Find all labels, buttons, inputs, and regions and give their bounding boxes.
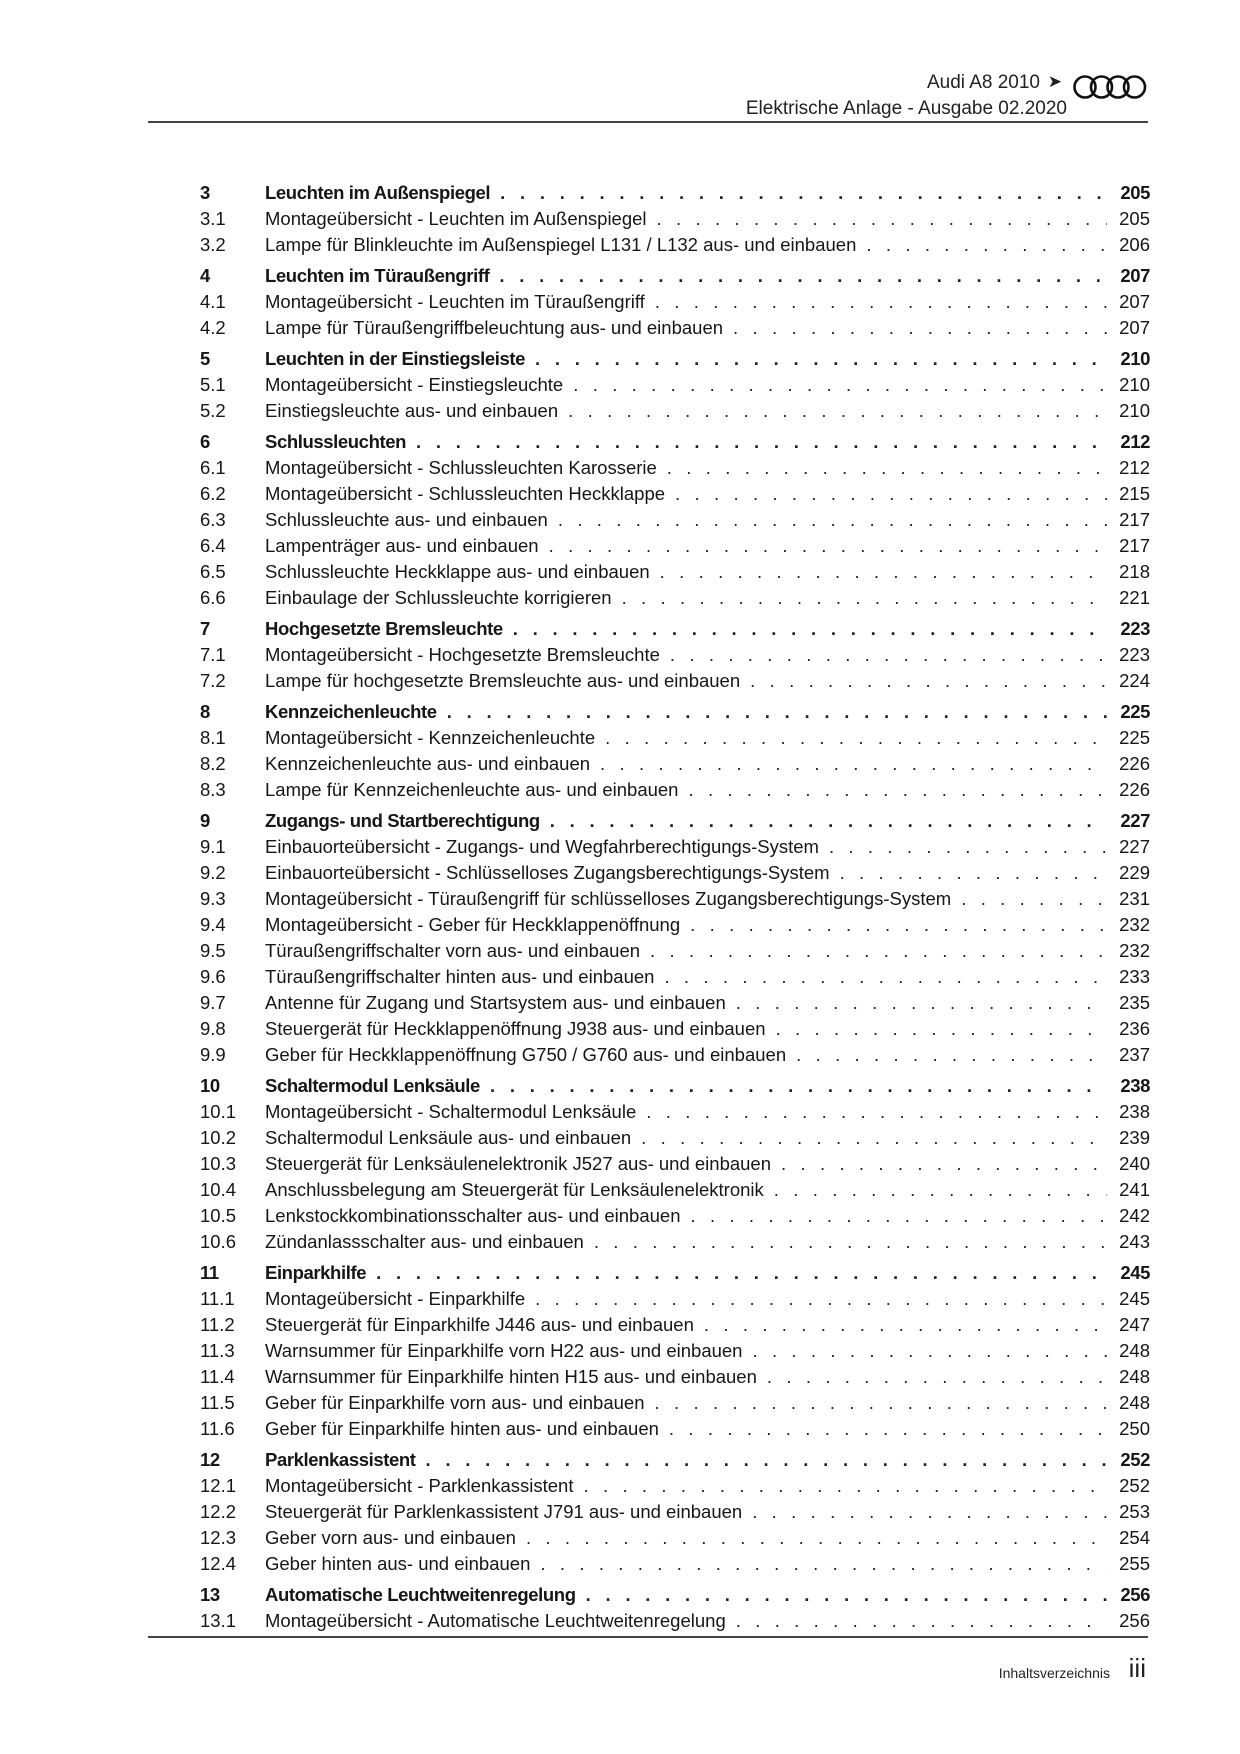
- toc-title: Einstiegsleuchte aus- und einbauen: [265, 400, 559, 421]
- toc-entry-row[interactable]: [200, 1418, 1150, 1444]
- toc-entry-row[interactable]: [200, 535, 1150, 561]
- toc-page-number: 221: [1119, 587, 1150, 608]
- toc-leader-dots: [650, 940, 1107, 962]
- toc-entry-row[interactable]: [200, 208, 1150, 234]
- toc-number: 6.6: [200, 587, 226, 608]
- toc-leader-dots: [774, 1179, 1107, 1201]
- toc-number: 4.1: [200, 291, 226, 312]
- toc-page-number: 223: [1120, 618, 1150, 639]
- toc-entry-row[interactable]: [200, 400, 1150, 426]
- toc-entry-row[interactable]: [200, 753, 1150, 779]
- table-of-contents: [200, 182, 1150, 1636]
- toc-number: 6: [200, 431, 210, 452]
- toc-leader-dots: [655, 1392, 1108, 1414]
- toc-section: [200, 431, 1150, 613]
- footer-label: Inhaltsverzeichnis: [998, 1665, 1110, 1681]
- toc-title: Montageübersicht - Hochgesetzte Bremsleuchte: [265, 644, 660, 665]
- toc-leader-dots: [840, 862, 1107, 884]
- toc-title: Türaußengriffschalter hinten aus- und einbauen: [265, 966, 655, 987]
- toc-page-number: 248: [1119, 1366, 1150, 1387]
- toc-section: [200, 1449, 1150, 1579]
- toc-page-number: 210: [1119, 374, 1150, 395]
- toc-title: Antenne für Zugang und Startsystem aus- und einbauen: [265, 992, 726, 1013]
- toc-page-number: 205: [1119, 208, 1150, 229]
- toc-page-number: 245: [1119, 1288, 1150, 1309]
- toc-title: Geber für Einparkhilfe hinten aus- und einbauen: [265, 1418, 659, 1439]
- toc-title: Warnsummer für Einparkhilfe vorn H22 aus- und einbauen: [265, 1340, 743, 1361]
- toc-number: 10: [200, 1075, 220, 1096]
- toc-leader-dots: [586, 1584, 1107, 1606]
- toc-leader-dots: [540, 1553, 1107, 1575]
- header-rule: [148, 121, 1148, 123]
- toc-number: 7: [200, 618, 210, 639]
- toc-number: 6.5: [200, 561, 226, 582]
- toc-number: 9.7: [200, 992, 226, 1013]
- toc-leader-dots: [667, 457, 1107, 479]
- toc-number: 11.5: [200, 1392, 235, 1413]
- toc-title: Lampe für Türaußengriffbeleuchtung aus- und einbauen: [265, 317, 724, 338]
- toc-page-number: 239: [1119, 1127, 1150, 1148]
- toc-title: Montageübersicht - Türaußengriff für schlüsselloses Zugangsberechtigungs-System: [265, 888, 952, 909]
- toc-leader-dots: [535, 1288, 1107, 1310]
- toc-section: [200, 701, 1150, 805]
- toc-page-number: 226: [1119, 753, 1150, 774]
- toc-leader-dots: [646, 1101, 1107, 1123]
- toc-entry-row[interactable]: [200, 1501, 1150, 1527]
- toc-entry-row[interactable]: [200, 966, 1150, 992]
- toc-title: Anschlussbelegung am Steuergerät für Lenksäulenelektronik: [265, 1179, 764, 1200]
- toc-title: Automatische Leuchtweitenregelung: [265, 1584, 576, 1605]
- toc-entry-row[interactable]: [200, 483, 1150, 509]
- toc-title: Steuergerät für Lenksäulenelektronik J527 aus- und einbauen: [265, 1153, 772, 1174]
- toc-number: 12: [200, 1449, 220, 1470]
- toc-page-number: 250: [1119, 1418, 1150, 1439]
- toc-page-number: 238: [1119, 1101, 1150, 1122]
- toc-page-number: 207: [1119, 317, 1150, 338]
- toc-number: 6.2: [200, 483, 226, 504]
- toc-leader-dots: [655, 291, 1107, 313]
- toc-leader-dots: [866, 234, 1107, 256]
- toc-title: Montageübersicht - Kennzeichenleuchte: [265, 727, 596, 748]
- toc-page-number: 223: [1119, 644, 1150, 665]
- toc-number: 8.2: [200, 753, 226, 774]
- toc-entry-row[interactable]: [200, 1153, 1150, 1179]
- header-model: Audi A8 2010: [926, 72, 1040, 93]
- toc-leader-dots: [526, 1527, 1107, 1549]
- toc-leader-dots: [675, 483, 1107, 505]
- toc-title: Parklenkassistent: [265, 1449, 416, 1470]
- toc-page-number: 210: [1119, 400, 1150, 421]
- toc-leader-dots: [750, 670, 1107, 692]
- toc-number: 9.6: [200, 966, 226, 987]
- toc-leader-dots: [550, 810, 1107, 832]
- toc-number: 10.6: [200, 1231, 237, 1252]
- toc-page-number: 207: [1120, 265, 1150, 286]
- toc-leader-dots: [535, 348, 1107, 370]
- toc-page-number: 229: [1119, 862, 1150, 883]
- toc-page-number: 212: [1119, 457, 1150, 478]
- toc-title: Leuchten im Türaußengriff: [265, 265, 490, 286]
- toc-leader-dots: [499, 265, 1107, 287]
- toc-leader-dots: [796, 1044, 1107, 1066]
- toc-number: 3.1: [200, 208, 226, 229]
- toc-section: [200, 182, 1150, 260]
- toc-section: [200, 348, 1150, 426]
- toc-leader-dots: [376, 1262, 1107, 1284]
- toc-number: 9.9: [200, 1044, 226, 1065]
- toc-title: Leuchten im Außenspiegel: [265, 182, 491, 203]
- toc-chapter-row[interactable]: [200, 701, 1150, 727]
- toc-number: 7.1: [200, 644, 226, 665]
- toc-page-number: 232: [1119, 940, 1150, 961]
- toc-number: 5.2: [200, 400, 226, 421]
- toc-page-number: 243: [1119, 1231, 1150, 1252]
- toc-entry-row[interactable]: [200, 1392, 1150, 1418]
- toc-leader-dots: [670, 644, 1107, 666]
- toc-page-number: 241: [1119, 1179, 1150, 1200]
- toc-title: Montageübersicht - Parklenkassistent: [265, 1475, 574, 1496]
- toc-leader-dots: [490, 1075, 1107, 1097]
- toc-leader-dots: [426, 1449, 1107, 1471]
- footer-rule: [148, 1636, 1148, 1638]
- toc-entry-row[interactable]: [200, 836, 1150, 862]
- toc-number: 12.1: [200, 1475, 237, 1496]
- toc-page-number: 252: [1119, 1475, 1150, 1496]
- toc-title: Lampe für Blinkleuchte im Außenspiegel L131 / L132 aus- und einbauen: [265, 234, 857, 255]
- toc-page-number: 238: [1120, 1075, 1150, 1096]
- toc-number: 12.4: [200, 1553, 237, 1574]
- footer-page-number: iii: [1128, 1653, 1146, 1683]
- toc-leader-dots: [690, 1205, 1107, 1227]
- toc-title: Warnsummer für Einparkhilfe hinten H15 aus- und einbauen: [265, 1366, 757, 1387]
- toc-entry-row[interactable]: [200, 587, 1150, 613]
- toc-chapter-row[interactable]: [200, 1584, 1150, 1610]
- toc-number: 10.1: [200, 1101, 237, 1122]
- toc-entry-row[interactable]: [200, 509, 1150, 535]
- toc-page-number: 205: [1120, 182, 1150, 203]
- toc-entry-row[interactable]: [200, 1231, 1150, 1257]
- toc-entry-row[interactable]: [200, 1366, 1150, 1392]
- toc-section: [200, 1075, 1150, 1257]
- toc-title: Zugangs- und Startberechtigung: [265, 810, 540, 831]
- toc-title: Montageübersicht - Leuchten im Türaußengriff: [265, 291, 645, 312]
- toc-leader-dots: [622, 587, 1107, 609]
- toc-page-number: 240: [1119, 1153, 1150, 1174]
- toc-title: Montageübersicht - Einparkhilfe: [265, 1288, 526, 1309]
- toc-entry-row[interactable]: [200, 234, 1150, 260]
- toc-leader-dots: [660, 561, 1107, 583]
- toc-number: 11.1: [200, 1288, 235, 1309]
- toc-title: Schlussleuchte aus- und einbauen: [265, 509, 548, 530]
- toc-number: 11.4: [200, 1366, 235, 1387]
- toc-leader-dots: [829, 836, 1107, 858]
- toc-leader-dots: [605, 727, 1107, 749]
- toc-chapter-row[interactable]: [200, 1262, 1150, 1288]
- toc-number: 12.3: [200, 1527, 237, 1548]
- toc-page-number: 217: [1119, 509, 1150, 530]
- toc-title: Geber für Heckklappenöffnung G750 / G760 aus- und einbauen: [265, 1044, 787, 1065]
- toc-leader-dots: [736, 992, 1107, 1014]
- toc-number: 6.3: [200, 509, 226, 530]
- toc-title: Steuergerät für Einparkhilfe J446 aus- und einbauen: [265, 1314, 694, 1335]
- page-header: [148, 70, 1148, 122]
- toc-entry-row[interactable]: [200, 779, 1150, 805]
- toc-title: Lampe für hochgesetzte Bremsleuchte aus- und einbauen: [265, 670, 741, 691]
- toc-leader-dots: [736, 1610, 1107, 1632]
- toc-title: Einbauorteübersicht - Schlüsselloses Zugangsberechtigungs-System: [265, 862, 830, 883]
- toc-number: 10.5: [200, 1205, 237, 1226]
- toc-entry-row[interactable]: [200, 862, 1150, 888]
- toc-number: 4.2: [200, 317, 226, 338]
- toc-page-number: 215: [1119, 483, 1150, 504]
- toc-page-number: 207: [1119, 291, 1150, 312]
- toc-title: Einbauorteübersicht - Zugangs- und Wegfahrberechtigungs-System: [265, 836, 819, 857]
- toc-title: Montageübersicht - Leuchten im Außenspiegel: [265, 208, 647, 229]
- toc-title: Schlussleuchten: [265, 431, 407, 452]
- toc-title: Lampe für Kennzeichenleuchte aus- und einbauen: [265, 779, 679, 800]
- toc-entry-row[interactable]: [200, 940, 1150, 966]
- toc-number: 10.3: [200, 1153, 237, 1174]
- toc-number: 9: [200, 810, 210, 831]
- toc-number: 5.1: [200, 374, 226, 395]
- toc-title: Montageübersicht - Automatische Leuchtweitenregelung: [265, 1610, 726, 1631]
- toc-page-number: 248: [1119, 1340, 1150, 1361]
- toc-entry-row[interactable]: [200, 1179, 1150, 1205]
- toc-chapter-row[interactable]: [200, 348, 1150, 374]
- toc-page-number: 255: [1119, 1553, 1150, 1574]
- toc-title: Einbaulage der Schlussleuchte korrigieren: [265, 587, 612, 608]
- toc-title: Einparkhilfe: [265, 1262, 367, 1283]
- toc-page-number: 248: [1119, 1392, 1150, 1413]
- toc-page-number: 252: [1120, 1449, 1150, 1470]
- toc-section: [200, 265, 1150, 343]
- toc-leader-dots: [600, 753, 1107, 775]
- toc-section: [200, 810, 1150, 1070]
- toc-number: 3: [200, 182, 210, 203]
- toc-leader-dots: [752, 1501, 1107, 1523]
- toc-leader-dots: [558, 509, 1107, 531]
- toc-entry-row[interactable]: [200, 291, 1150, 317]
- toc-entry-row[interactable]: [200, 888, 1150, 914]
- toc-page-number: 225: [1119, 727, 1150, 748]
- toc-title: Geber hinten aus- und einbauen: [265, 1553, 531, 1574]
- toc-page-number: 206: [1119, 234, 1150, 255]
- toc-chapter-row[interactable]: [200, 1449, 1150, 1475]
- toc-number: 6.4: [200, 535, 226, 556]
- toc-entry-row[interactable]: [200, 1610, 1150, 1636]
- toc-title: Geber für Einparkhilfe vorn aus- und einbauen: [265, 1392, 645, 1413]
- toc-title: Leuchten in der Einstiegsleiste: [265, 348, 526, 369]
- toc-title: Hochgesetzte Bremsleuchte: [265, 618, 503, 639]
- toc-page-number: 254: [1119, 1527, 1150, 1548]
- toc-number: 10.2: [200, 1127, 237, 1148]
- toc-page-number: 227: [1120, 810, 1150, 831]
- toc-leader-dots: [500, 182, 1107, 204]
- toc-number: 8: [200, 701, 210, 722]
- toc-entry-row[interactable]: [200, 1475, 1150, 1501]
- toc-number: 9.3: [200, 888, 226, 909]
- toc-number: 3.2: [200, 234, 226, 255]
- toc-number: 10.4: [200, 1179, 237, 1200]
- toc-entry-row[interactable]: [200, 1553, 1150, 1579]
- toc-chapter-row[interactable]: [200, 182, 1150, 208]
- toc-title: Lampenträger aus- und einbauen: [265, 535, 539, 556]
- header-subtitle: Elektrische Anlage - Ausgabe 02.2020: [745, 98, 1067, 119]
- toc-page-number: 235: [1119, 992, 1150, 1013]
- toc-entry-row[interactable]: [200, 561, 1150, 587]
- toc-title: Kennzeichenleuchte aus- und einbauen: [265, 753, 591, 774]
- toc-page-number: 253: [1119, 1501, 1150, 1522]
- toc-page-number: 212: [1120, 431, 1150, 452]
- toc-title: Schlussleuchte Heckklappe aus- und einbauen: [265, 561, 650, 582]
- toc-leader-dots: [568, 400, 1107, 422]
- toc-entry-row[interactable]: [200, 457, 1150, 483]
- toc-page-number: 232: [1119, 914, 1150, 935]
- toc-page-number: 210: [1120, 348, 1150, 369]
- toc-page-number: 236: [1119, 1018, 1150, 1039]
- toc-title: Montageübersicht - Schaltermodul Lenksäule: [265, 1101, 637, 1122]
- toc-title: Schaltermodul Lenksäule: [265, 1075, 480, 1096]
- toc-number: 13: [200, 1584, 220, 1605]
- toc-page-number: 225: [1120, 701, 1150, 722]
- toc-number: 6.1: [200, 457, 226, 478]
- toc-page-number: 218: [1119, 561, 1150, 582]
- toc-page-number: 226: [1119, 779, 1150, 800]
- toc-number: 9.4: [200, 914, 226, 935]
- toc-number: 11.2: [200, 1314, 235, 1335]
- toc-page-number: 224: [1119, 670, 1150, 691]
- toc-entry-row[interactable]: [200, 670, 1150, 696]
- toc-leader-dots: [594, 1231, 1107, 1253]
- audi-rings-icon: [1072, 74, 1148, 100]
- toc-page-number: 242: [1119, 1205, 1150, 1226]
- toc-page-number: 231: [1119, 888, 1150, 909]
- toc-leader-dots: [573, 374, 1107, 396]
- toc-leader-dots: [690, 914, 1107, 936]
- toc-leader-dots: [752, 1340, 1107, 1362]
- toc-section: [200, 1262, 1150, 1444]
- header-arrow-icon: ➤: [1047, 72, 1062, 91]
- toc-entry-row[interactable]: [200, 374, 1150, 400]
- toc-number: 9.5: [200, 940, 226, 961]
- toc-entry-row[interactable]: [200, 1314, 1150, 1340]
- toc-entry-row[interactable]: [200, 1340, 1150, 1366]
- toc-entry-row[interactable]: [200, 727, 1150, 753]
- toc-chapter-row[interactable]: [200, 810, 1150, 836]
- toc-section: [200, 1584, 1150, 1636]
- toc-page-number: 245: [1120, 1262, 1150, 1283]
- toc-number: 5: [200, 348, 210, 369]
- toc-leader-dots: [447, 701, 1107, 723]
- toc-page-number: 227: [1119, 836, 1150, 857]
- toc-leader-dots: [688, 779, 1107, 801]
- toc-page-number: 237: [1119, 1044, 1150, 1065]
- toc-number: 4: [200, 265, 210, 286]
- toc-leader-dots: [641, 1127, 1107, 1149]
- toc-entry-row[interactable]: [200, 914, 1150, 940]
- toc-chapter-row[interactable]: [200, 618, 1150, 644]
- toc-number: 13.1: [200, 1610, 237, 1631]
- toc-number: 8.1: [200, 727, 226, 748]
- toc-title: Montageübersicht - Schlussleuchten Heckklappe: [265, 483, 666, 504]
- toc-entry-row[interactable]: [200, 1127, 1150, 1153]
- toc-number: 9.2: [200, 862, 226, 883]
- toc-title: Steuergerät für Heckklappenöffnung J938 aus- und einbauen: [265, 1018, 766, 1039]
- toc-number: 8.3: [200, 779, 226, 800]
- toc-leader-dots: [583, 1475, 1107, 1497]
- toc-title: Montageübersicht - Geber für Heckklappenöffnung: [265, 914, 681, 935]
- toc-title: Montageübersicht - Schlussleuchten Karosserie: [265, 457, 657, 478]
- toc-title: Steuergerät für Parklenkassistent J791 aus- und einbauen: [265, 1501, 743, 1522]
- toc-leader-dots: [781, 1153, 1107, 1175]
- toc-title: Montageübersicht - Einstiegsleuchte: [265, 374, 564, 395]
- toc-leader-dots: [416, 431, 1107, 453]
- toc-leader-dots: [657, 208, 1107, 230]
- toc-title: Türaußengriffschalter vorn aus- und einbauen: [265, 940, 641, 961]
- toc-page-number: 233: [1119, 966, 1150, 987]
- toc-entry-row[interactable]: [200, 644, 1150, 670]
- toc-title: Kennzeichenleuchte: [265, 701, 437, 722]
- toc-chapter-row[interactable]: [200, 1075, 1150, 1101]
- toc-entry-row[interactable]: [200, 1527, 1150, 1553]
- toc-page-number: 256: [1119, 1610, 1150, 1631]
- toc-leader-dots: [704, 1314, 1107, 1336]
- toc-number: 9.1: [200, 836, 226, 857]
- toc-page-number: 256: [1120, 1584, 1150, 1605]
- toc-title: Geber vorn aus- und einbauen: [265, 1527, 516, 1548]
- toc-leader-dots: [669, 1418, 1107, 1440]
- toc-section: [200, 618, 1150, 696]
- toc-leader-dots: [733, 317, 1107, 339]
- toc-entry-row[interactable]: [200, 317, 1150, 343]
- toc-leader-dots: [513, 618, 1107, 640]
- toc-leader-dots: [549, 535, 1107, 557]
- toc-number: 11.6: [200, 1418, 235, 1439]
- toc-title: Lenkstockkombinationsschalter aus- und einbauen: [265, 1205, 681, 1226]
- toc-chapter-row[interactable]: [200, 265, 1150, 291]
- toc-leader-dots: [664, 966, 1107, 988]
- toc-page-number: 217: [1119, 535, 1150, 556]
- toc-number: 11.3: [200, 1340, 235, 1361]
- toc-title: Zündanlassschalter aus- und einbauen: [265, 1231, 584, 1252]
- toc-page-number: 247: [1119, 1314, 1150, 1335]
- toc-entry-row[interactable]: [200, 1205, 1150, 1231]
- toc-entry-row[interactable]: [200, 1101, 1150, 1127]
- toc-number: 9.8: [200, 1018, 226, 1039]
- toc-number: 7.2: [200, 670, 226, 691]
- toc-title: Schaltermodul Lenksäule aus- und einbauen: [265, 1127, 632, 1148]
- toc-chapter-row[interactable]: [200, 431, 1150, 457]
- toc-leader-dots: [776, 1018, 1107, 1040]
- toc-entry-row[interactable]: [200, 1018, 1150, 1044]
- toc-entry-row[interactable]: [200, 1044, 1150, 1070]
- toc-leader-dots: [767, 1366, 1107, 1388]
- toc-entry-row[interactable]: [200, 1288, 1150, 1314]
- toc-leader-dots: [961, 888, 1107, 910]
- toc-number: 12.2: [200, 1501, 237, 1522]
- toc-entry-row[interactable]: [200, 992, 1150, 1018]
- toc-number: 11: [200, 1262, 219, 1283]
